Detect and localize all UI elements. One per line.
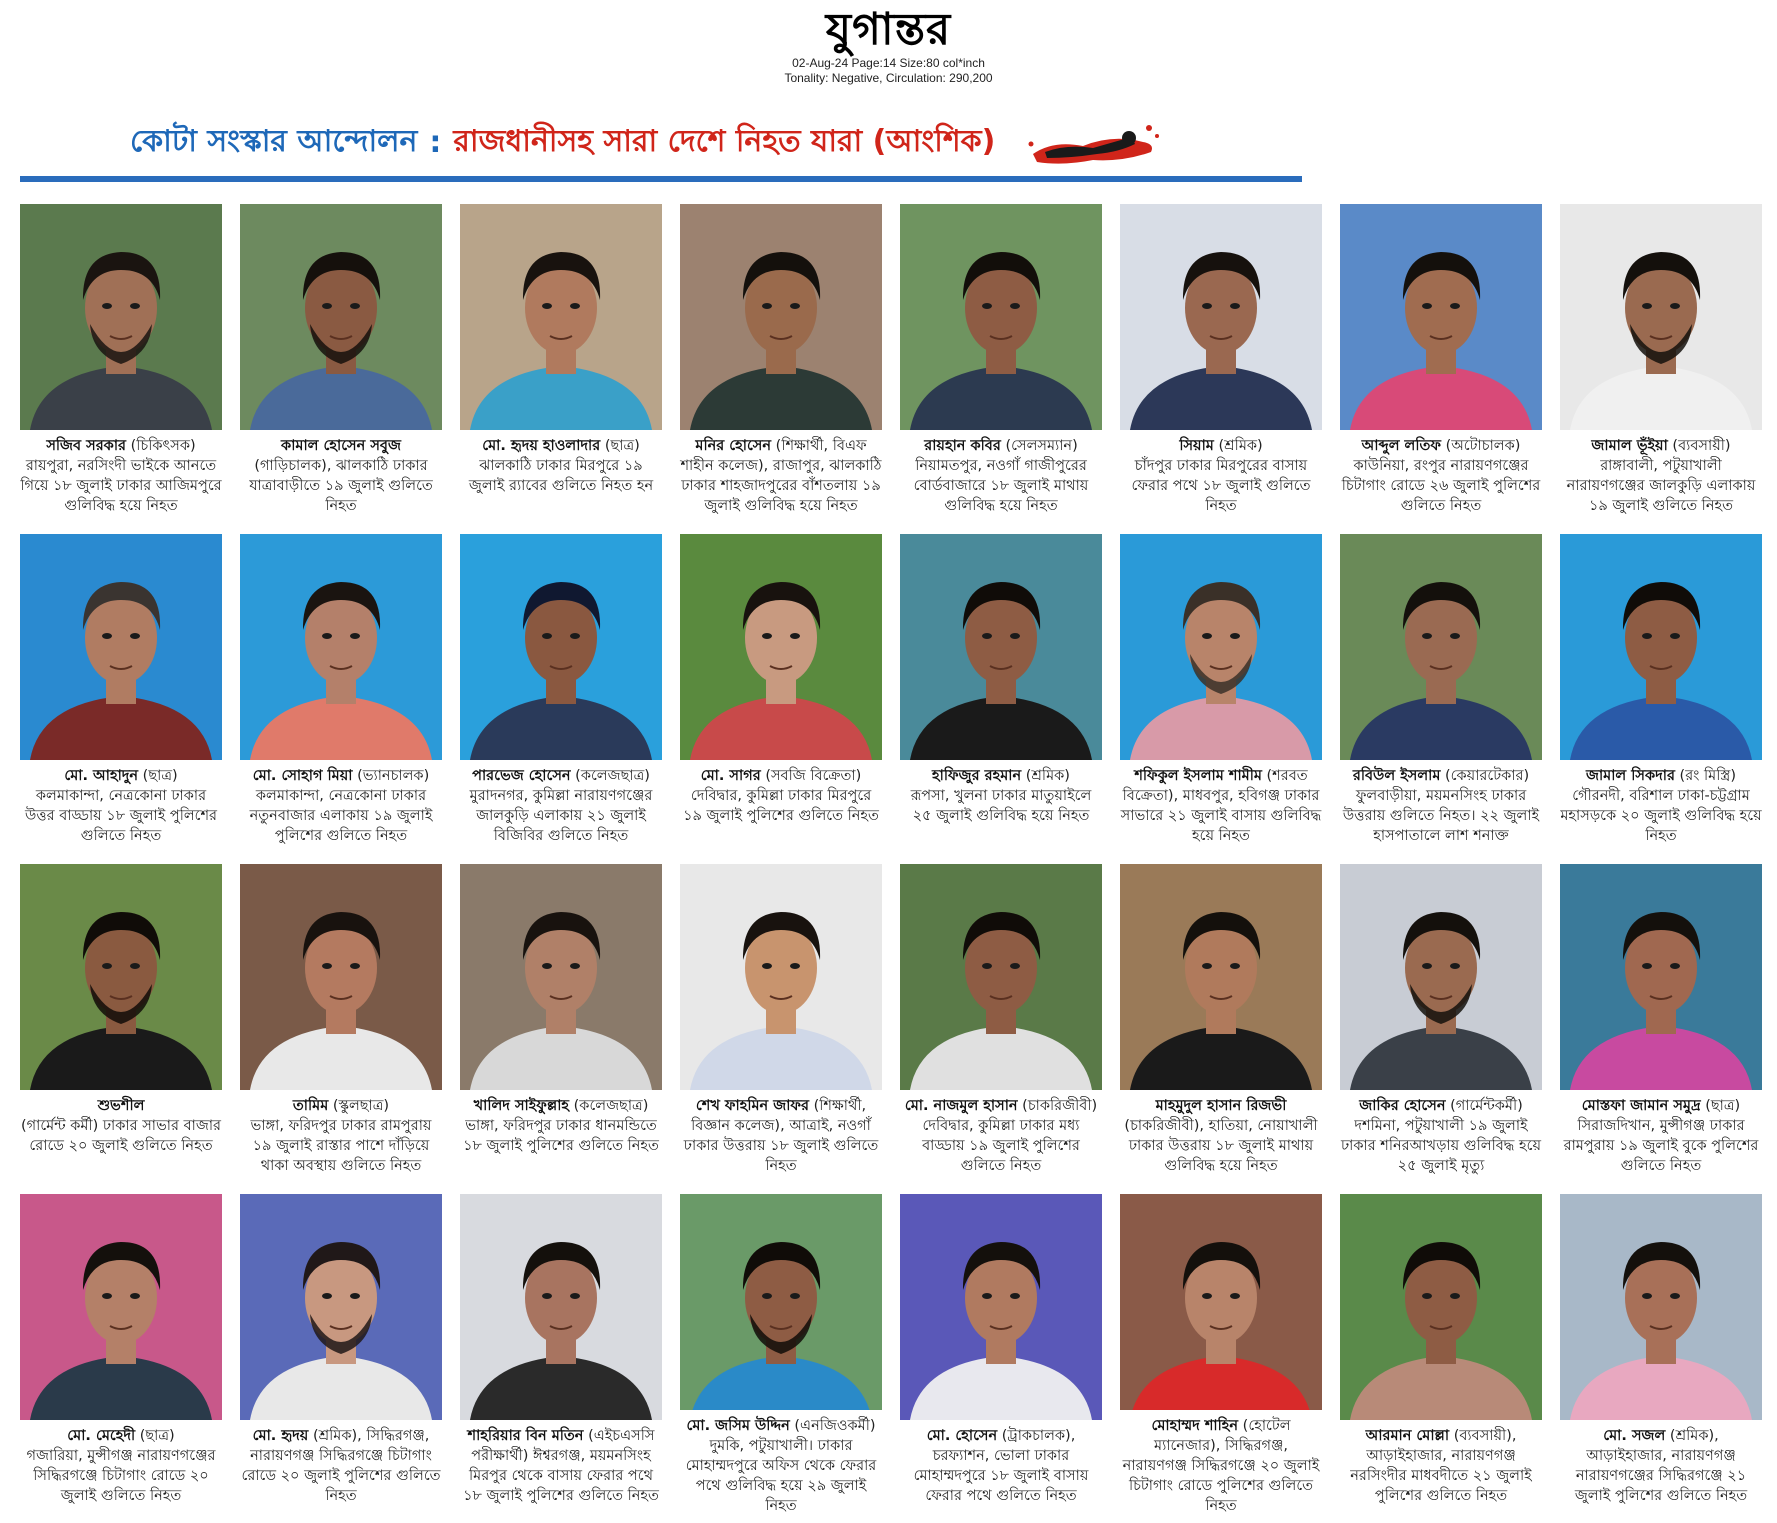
victim-name: মাহমুদুল হাসান রিজভী xyxy=(1155,1098,1287,1114)
victim-details: ঝালকাঠি ঢাকার মিরপুরে ১৯ জুলাই র‌্যাবের গুলিতে নিহত হন xyxy=(468,458,654,494)
victim-caption xyxy=(1340,436,1542,516)
victim-role: (শ্রমিক) xyxy=(1025,768,1070,784)
victim-details: ভাঙ্গা, ফরিদপুর ঢাকার রামপুরায় ১৯ জুলাই রাস্তার পাশে দাঁড়িয়ে থাকা অবস্থায় গুলিতে নিহত xyxy=(250,1118,432,1174)
victim-details: সিরাজদিখান, মুন্সীগঞ্জ ঢাকার রামপুরায় ১৯ জুলাই বুকে পুলিশের গুলিতে নিহত xyxy=(1563,1118,1759,1174)
portrait-image xyxy=(240,204,442,430)
victim-details: ফুলবাড়ীয়া, ময়মনসিংহ ঢাকার উত্তরায় গুলিতে নিহত। ২২ জুলাই হাসপাতালে লাশ শনাক্ত xyxy=(1342,788,1540,844)
victim-caption xyxy=(900,436,1102,516)
victim-details: নারায়ণগঞ্জ সিদ্ধিরগঞ্জে চিটাগাং রোডে ২০ জুলাই পুলিশের গুলিতে নিহত xyxy=(241,1448,441,1504)
newspaper-logo: যুগান্তর xyxy=(825,4,952,55)
victim-card xyxy=(240,534,442,856)
victim-name: শেখ ফাহমিন জাফর xyxy=(695,1098,809,1114)
victim-details: নিয়ামতপুর, নওগাঁ গাজীপুরের বোর্ডবাজারে ১৮ জুলাই মাথায় গুলিবিদ্ধ হয়ে নিহত xyxy=(913,458,1089,514)
victim-role: (ভ্যানচালক) xyxy=(357,768,430,784)
portrait-photo xyxy=(240,1194,442,1420)
victim-details: কলমাকান্দা, নেত্রকোনা ঢাকার নতুনবাজার এলাকায় ১৯ জুলাই পুলিশের গুলিতে নিহত xyxy=(249,788,433,844)
victim-name: মো. হৃদয় হাওলাদার xyxy=(482,438,601,454)
portrait-photo xyxy=(900,534,1102,760)
victim-card xyxy=(1120,864,1322,1186)
victim-card xyxy=(900,204,1102,526)
portrait-photo xyxy=(460,1194,662,1420)
victim-details: গজারিয়া, মুন্সীগঞ্জ নারায়ণগঞ্জের সিদ্ধিরগঞ্জে চিটাগাং রোডে ২০ জুলাই গুলিতে নিহত xyxy=(26,1448,216,1504)
portrait-photo xyxy=(680,534,882,760)
victim-role: (স্কুলছাত্র) xyxy=(332,1098,390,1114)
victim-name: জামাল ভূঁইয়া xyxy=(1591,438,1668,454)
victim-caption xyxy=(680,766,882,826)
portrait-image xyxy=(240,1194,442,1420)
portrait-image xyxy=(900,204,1102,430)
victim-caption xyxy=(20,1096,222,1156)
victim-caption xyxy=(1340,766,1542,846)
victim-caption xyxy=(460,1096,662,1156)
victim-details: গৌরনদী, বরিশাল ঢাকা-চট্টগ্রাম মহাসড়কে ২০ জুলাই গুলিবিদ্ধ হয়ে নিহত xyxy=(1560,788,1762,844)
victim-details: বিক্রেতা), মাধবপুর, হবিগঞ্জ ঢাকার সাভারে ২১ জুলাই বাসায় গুলিবিদ্ধ হয়ে নিহত xyxy=(1120,788,1322,844)
victim-name: মোহাম্মদ শাহিন xyxy=(1151,1418,1239,1434)
victim-details: ম্যানেজার), সিদ্ধিরগঞ্জ, নারায়ণগঞ্জ সিদ্ধিরগঞ্জে ২০ জুলাই চিটাগাং রোডে পুলিশের গুলিতে নিহত xyxy=(1122,1438,1320,1514)
victim-caption xyxy=(1560,1426,1762,1506)
portrait-image xyxy=(1120,204,1322,430)
victim-card xyxy=(900,534,1102,856)
victim-details: (চাকরিজীবী), হাতিয়া, নোয়াখালী ঢাকার উত্তরায় ১৮ জুলাই মাথায় গুলিবিদ্ধ হয়ে নিহত xyxy=(1124,1118,1318,1174)
victim-role: (ব্যবসায়ী) xyxy=(1672,438,1731,454)
portrait-image xyxy=(1560,1194,1762,1420)
victim-details: চাঁদপুর ঢাকার মিরপুরের বাসায় ফেরার পথে ১৮ জুলাই গুলিতে নিহত xyxy=(1131,458,1311,514)
victim-caption xyxy=(460,766,662,846)
portrait-photo xyxy=(460,534,662,760)
portrait-image xyxy=(1560,864,1762,1090)
victim-caption xyxy=(240,1096,442,1176)
victim-caption xyxy=(240,766,442,846)
victim-role: (শ্রমিক) xyxy=(1218,438,1263,454)
headline-rule xyxy=(20,176,1302,182)
victim-details: (গার্মেন্ট কর্মী) ঢাকার সাভার বাজার রোডে ২০ জুলাই গুলিতে নিহত xyxy=(20,1118,222,1154)
victim-name: মো. জসিম উদ্দিন xyxy=(686,1418,790,1434)
portrait-image xyxy=(1120,1194,1322,1410)
victim-caption xyxy=(240,1426,442,1506)
victim-card xyxy=(460,1194,662,1516)
victim-caption xyxy=(1120,766,1322,846)
victim-details: দুমকি, পটুয়াখালী। ঢাকার মোহাম্মদপুরে অফিস থেকে ফেরার পথে গুলিবিদ্ধ হয়ে ২৯ জুলাই নিহত xyxy=(685,1438,877,1514)
victim-role: (কেয়ারটেকার) xyxy=(1445,768,1530,784)
victim-name: সিয়াম xyxy=(1179,438,1214,454)
victim-role: (শিক্ষার্থী, xyxy=(813,1098,867,1114)
portrait-photo xyxy=(20,1194,222,1420)
portrait-image xyxy=(680,204,882,430)
victim-details: আড়াইহাজার, নারায়ণগঞ্জ নরসিংদীর মাধবদীতে ২১ জুলাই পুলিশের গুলিতে নিহত xyxy=(1350,1448,1532,1504)
victim-name: মো. সজল xyxy=(1603,1428,1666,1444)
portrait-photo xyxy=(1560,1194,1762,1420)
victim-caption xyxy=(1120,1096,1322,1176)
victim-card xyxy=(680,204,882,526)
portrait-photo xyxy=(240,534,442,760)
portrait-photo xyxy=(20,534,222,760)
victim-role: (রং মিস্ত্রি) xyxy=(1679,768,1737,784)
victim-name: পারভেজ হোসেন xyxy=(472,768,571,784)
victim-role: (সবজি বিক্রেতা) xyxy=(765,768,862,784)
victim-details: ভাঙ্গা, ফরিদপুর ঢাকার ধানমন্ডিতে ১৮ জুলাই পুলিশের গুলিতে নিহত xyxy=(463,1118,659,1154)
victim-details: চরফ্যাশন, ভোলা ঢাকার মোহাম্মদপুরে ১৮ জুলাই বাসায় ফেরার পথে গুলিতে নিহত xyxy=(913,1448,1089,1504)
victim-details: আড়াইহাজার, নারায়ণগঞ্জ নারায়ণগঞ্জের সিদ্ধিরগঞ্জে ২১ জুলাই পুলিশের গুলিতে নিহত xyxy=(1574,1448,1748,1504)
victim-name: হাফিজুর রহমান xyxy=(932,768,1022,784)
victim-details: কলমাকান্দা, নেত্রকোনা ঢাকার উত্তর বাড্ডায় ১৮ জুলাই পুলিশের গুলিতে নিহত xyxy=(24,788,218,844)
victim-details: কাউনিয়া, রংপুর নারায়ণগঞ্জের চিটাগাং রোডে ২৬ জুলাই পুলিশের গুলিতে নিহত xyxy=(1341,458,1541,514)
victim-role: (শরবত xyxy=(1266,768,1308,784)
victim-name: রায়হান কবির xyxy=(924,438,1001,454)
victim-name: মোস্তফা জামান সমুদ্র xyxy=(1581,1098,1701,1114)
victims-grid xyxy=(20,204,1764,1514)
portrait-image xyxy=(20,204,222,430)
victim-details: রূপসা, খুলনা ঢাকার মাতুয়াইলে ২৫ জুলাই গুলিবিদ্ধ হয়ে নিহত xyxy=(910,788,1092,824)
portrait-image xyxy=(20,1194,222,1420)
victim-card xyxy=(460,534,662,856)
victim-details: (গাড়িচালক), ঝালকাঠি ঢাকার যাত্রাবাড়ীতে ১৯ জুলাই গুলিতে নিহত xyxy=(249,458,433,514)
victim-card xyxy=(680,534,882,856)
victim-card xyxy=(900,1194,1102,1516)
portrait-photo xyxy=(1120,534,1322,760)
portrait-image xyxy=(1560,534,1762,760)
victim-name: রবিউল ইসলাম xyxy=(1352,768,1441,784)
portrait-photo xyxy=(1120,1194,1322,1410)
victim-details: রায়পুরা, নরসিংদী ভাইকে আনতে গিয়ে ১৮ জুলাই ঢাকার আজিমপুরে গুলিবিদ্ধ হয়ে নিহত xyxy=(20,458,222,514)
victim-role: (গার্মেন্টকর্মী) xyxy=(1450,1098,1523,1114)
victim-details: দশমিনা, পটুয়াখালী ১৯ জুলাই ঢাকার শনিরআখড়ায় গুলিবিদ্ধ হয়ে ২৫ জুলাই মৃত্যু xyxy=(1340,1118,1542,1174)
victim-name: মো. নাজমুল হাসান xyxy=(904,1098,1018,1114)
portrait-photo xyxy=(1560,204,1762,430)
victim-card xyxy=(1560,864,1762,1186)
victim-name: মো. আহাদুন xyxy=(64,768,139,784)
portrait-image xyxy=(900,1194,1102,1420)
portrait-image xyxy=(460,1194,662,1420)
victim-role: (চিকিৎসক) xyxy=(130,438,196,454)
portrait-photo xyxy=(1120,204,1322,430)
victim-name: মো. হোসেন xyxy=(926,1428,998,1444)
portrait-photo xyxy=(1560,864,1762,1090)
portrait-image xyxy=(680,534,882,760)
victim-caption xyxy=(20,766,222,846)
victim-role: (শিক্ষার্থী, বিএফ xyxy=(775,438,867,454)
portrait-photo xyxy=(1560,534,1762,760)
portrait-photo xyxy=(240,204,442,430)
victim-role: (শ্রমিক), সিদ্ধিরগঞ্জ, xyxy=(312,1428,430,1444)
victim-caption xyxy=(460,436,662,496)
victim-name: তামিম xyxy=(292,1098,329,1114)
portrait-photo xyxy=(1340,1194,1542,1420)
victim-details: দেবিদ্বার, কুমিল্লা ঢাকার মিরপুরে ১৯ জুলাই পুলিশের গুলিতে নিহত xyxy=(683,788,879,824)
victim-caption xyxy=(1340,1096,1542,1176)
portrait-image xyxy=(460,534,662,760)
portrait-image xyxy=(1120,534,1322,760)
portrait-image xyxy=(460,864,662,1090)
victim-role: (শ্রমিক), xyxy=(1669,1428,1719,1444)
portrait-image xyxy=(900,534,1102,760)
victim-card xyxy=(1560,534,1762,856)
victim-card xyxy=(900,864,1102,1186)
victim-details: শাহীন কলেজ), রাজাপুর, ঝালকাঠি ঢাকার শাহজাদপুরের বাঁশতলায় ১৯ জুলাই গুলিবিদ্ধ হয়ে নিহত xyxy=(680,458,882,514)
victim-caption xyxy=(680,1096,882,1176)
victim-role: (চাকরিজীবী) xyxy=(1022,1098,1098,1114)
victim-caption xyxy=(1120,1416,1322,1516)
portrait-photo xyxy=(1340,534,1542,760)
victim-card xyxy=(1560,1194,1762,1516)
victim-details: দেবিদ্বার, কুমিল্লা ঢাকার মধ্য বাড্ডায় ১৯ জুলাই পুলিশের গুলিতে নিহত xyxy=(922,1118,1080,1174)
victim-name: আরমান মোল্লা xyxy=(1365,1428,1450,1444)
portrait-image xyxy=(20,864,222,1090)
victim-caption xyxy=(20,436,222,516)
victim-name: শফিকুল ইসলাম শামীম xyxy=(1134,768,1262,784)
victim-card xyxy=(680,864,882,1186)
portrait-photo xyxy=(680,204,882,430)
portrait-photo xyxy=(1340,204,1542,430)
victim-name: মো. সোহাগ মিয়া xyxy=(252,768,353,784)
portrait-photo xyxy=(680,1194,882,1410)
victim-role: (সেলসম্যান) xyxy=(1005,438,1078,454)
clipping-meta-line-2: Tonality: Negative, Circulation: 290,200 xyxy=(784,71,993,85)
portrait-photo xyxy=(900,204,1102,430)
victim-caption xyxy=(680,436,882,516)
victim-role: (ছাত্র) xyxy=(604,438,640,454)
portrait-photo xyxy=(460,204,662,430)
victim-card xyxy=(1340,1194,1542,1516)
victim-name: মো. সাগর xyxy=(700,768,761,784)
victim-caption xyxy=(680,1416,882,1516)
victim-card xyxy=(20,1194,222,1516)
victim-role: (এইচএসসি xyxy=(588,1428,655,1444)
portrait-image xyxy=(680,864,882,1090)
victim-card xyxy=(20,864,222,1186)
victim-caption xyxy=(1120,436,1322,516)
fallen-body-icon xyxy=(1023,114,1163,170)
victim-card xyxy=(680,1194,882,1516)
portrait-image xyxy=(460,204,662,430)
portrait-photo xyxy=(900,1194,1102,1420)
victim-caption xyxy=(1560,766,1762,846)
victim-card xyxy=(240,1194,442,1516)
victim-card xyxy=(1120,534,1322,856)
victim-caption xyxy=(1560,1096,1762,1176)
victim-card xyxy=(1560,204,1762,526)
victim-caption xyxy=(1340,1426,1542,1506)
victim-role: (কলেজছাত্র) xyxy=(575,768,650,784)
victim-name: কামাল হোসেন সবুজ xyxy=(281,438,401,454)
victim-caption xyxy=(900,1426,1102,1506)
victim-name: জামাল সিকদার xyxy=(1585,768,1675,784)
victim-caption xyxy=(900,1096,1102,1176)
victim-name: আব্দুল লতিফ xyxy=(1361,438,1441,454)
portrait-image xyxy=(20,534,222,760)
portrait-image xyxy=(240,534,442,760)
portrait-image xyxy=(240,864,442,1090)
victim-role: (ছাত্র) xyxy=(139,1428,175,1444)
victim-details: রাঙ্গাবালী, পটুয়াখালী নারায়ণগঞ্জের জালকুড়ি এলাকায় ১৯ জুলাই গুলিতে নিহত xyxy=(1566,458,1756,514)
victim-card xyxy=(1120,1194,1322,1516)
victim-name: মনির হোসেন xyxy=(695,438,772,454)
victim-name: শুভশীল xyxy=(97,1098,145,1114)
victim-name: মো. হৃদয় xyxy=(252,1428,309,1444)
portrait-photo xyxy=(460,864,662,1090)
portrait-image xyxy=(1120,864,1322,1090)
victim-card xyxy=(460,204,662,526)
portrait-image xyxy=(1340,534,1542,760)
victim-name: খালিদ সাইফুল্লাহ xyxy=(473,1098,570,1114)
victim-name: সজিব সরকার xyxy=(46,438,127,454)
portrait-photo xyxy=(900,864,1102,1090)
victim-card xyxy=(1340,204,1542,526)
victim-caption xyxy=(900,766,1102,826)
victim-card xyxy=(20,204,222,526)
masthead xyxy=(0,0,1777,86)
victim-card xyxy=(1120,204,1322,526)
victim-role: (ছাত্র) xyxy=(1705,1098,1741,1114)
victim-role: (হোটেল xyxy=(1242,1418,1291,1434)
victim-name: জাকির হোসেন xyxy=(1359,1098,1446,1114)
victim-details: বিজ্ঞান কলেজ), আত্রাই, নওগাঁ ঢাকার উত্তরায় ১৮ জুলাই গুলিতে নিহত xyxy=(683,1118,879,1174)
portrait-photo xyxy=(240,864,442,1090)
victim-role: (এনজিওকর্মী) xyxy=(794,1418,876,1434)
portrait-photo xyxy=(1120,864,1322,1090)
victim-card xyxy=(1340,534,1542,856)
headline-topic: কোটা সংস্কার আন্দোলন xyxy=(130,123,418,159)
victim-role: (অটোচালক) xyxy=(1445,438,1521,454)
portrait-image xyxy=(680,1194,882,1410)
victim-role: (কলেজছাত্র) xyxy=(573,1098,649,1114)
victim-card xyxy=(240,204,442,526)
portrait-photo xyxy=(20,204,222,430)
victim-caption xyxy=(240,436,442,516)
victim-role: (ট্রাকচালক), xyxy=(1001,1428,1076,1444)
victim-card xyxy=(1340,864,1542,1186)
portrait-image xyxy=(1340,1194,1542,1420)
victim-role: (ছাত্র) xyxy=(142,768,178,784)
victim-caption xyxy=(20,1426,222,1506)
clipping-meta-line-1: 02-Aug-24 Page:14 Size:80 col*inch xyxy=(792,56,985,70)
portrait-photo xyxy=(1340,864,1542,1090)
portrait-photo xyxy=(20,864,222,1090)
portrait-image xyxy=(1340,864,1542,1090)
portrait-photo xyxy=(680,864,882,1090)
victim-caption xyxy=(1560,436,1762,516)
headline-title: রাজধানীসহ সারা দেশে নিহত যারা (আংশিক) xyxy=(453,123,996,159)
victim-card xyxy=(20,534,222,856)
portrait-image xyxy=(1340,204,1542,430)
victim-card xyxy=(240,864,442,1186)
victim-details: মুরাদনগর, কুমিল্লা নারায়ণগঞ্জের জালকুড়ি এলাকায় ২১ জুলাই বিজিবির গুলিতে নিহত xyxy=(469,788,653,844)
portrait-image xyxy=(1560,204,1762,430)
headline xyxy=(130,112,1163,172)
victim-role: (ব্যবসায়ী), xyxy=(1453,1428,1517,1444)
victim-name: শাহরিয়ার বিন মতিন xyxy=(467,1428,584,1444)
portrait-image xyxy=(900,864,1102,1090)
victim-caption xyxy=(460,1426,662,1506)
headline-colon: : xyxy=(429,124,442,160)
victim-card xyxy=(460,864,662,1186)
victim-name: মো. মেহেদী xyxy=(67,1428,136,1444)
victim-details: পরীক্ষার্থী) ঈশ্বরগঞ্জ, ময়মনসিংহ মিরপুর থেকে বাসায় ফেরার পথে ১৮ জুলাই পুলিশের গুলিতে নিহত xyxy=(463,1448,659,1504)
